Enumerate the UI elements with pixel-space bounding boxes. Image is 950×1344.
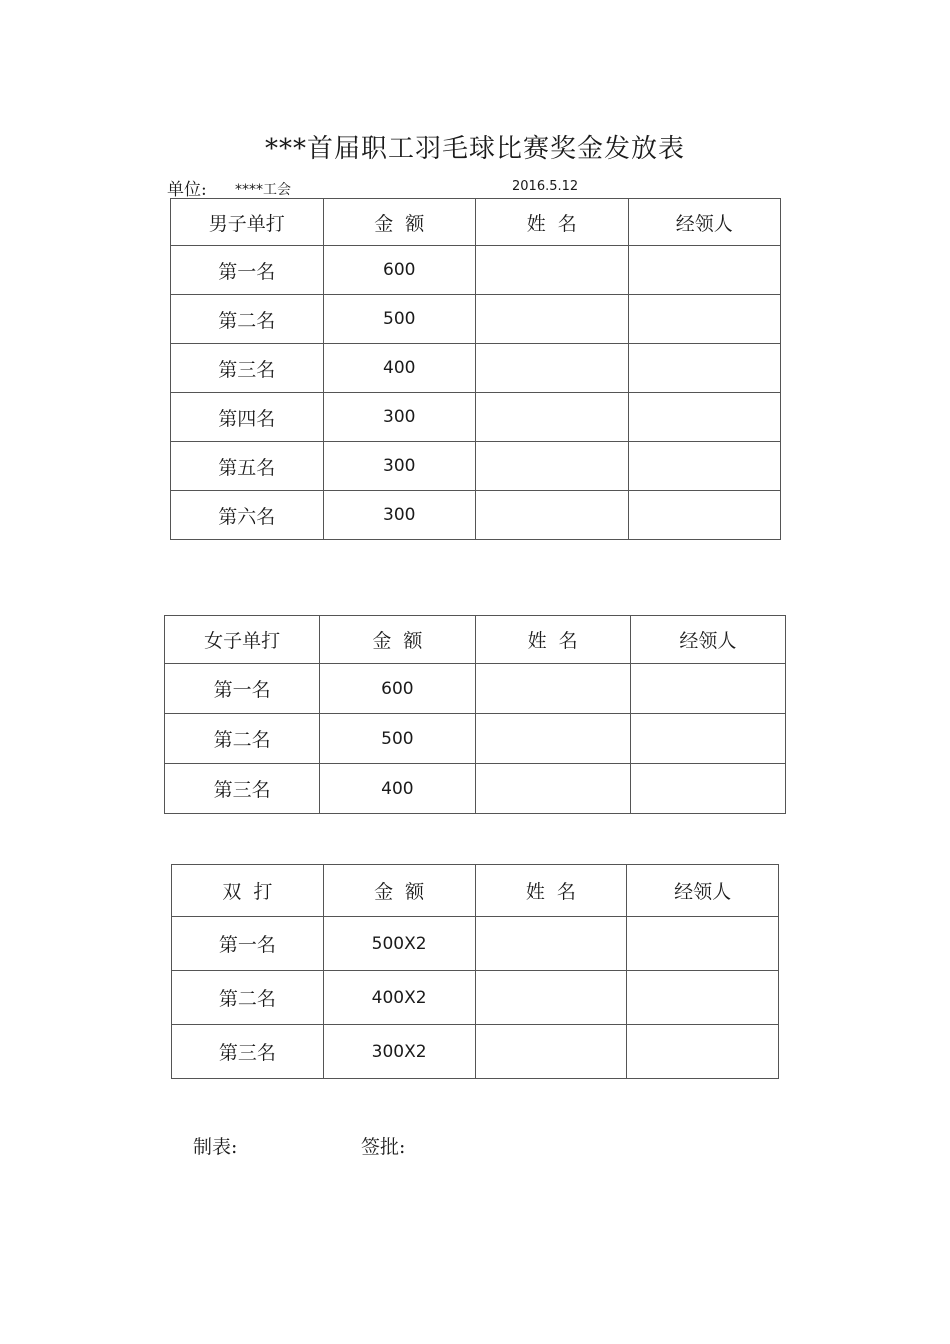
unit-label: 单位: [167, 180, 207, 200]
table-row [171, 246, 781, 295]
doubles-table [171, 864, 779, 1079]
rank-cell: 第六名 [171, 491, 324, 540]
header-cell: 经领人 [627, 865, 779, 917]
header-cell: 双 打 [172, 865, 324, 917]
table-header-row [171, 199, 781, 246]
header-cell: 男子单打 [171, 199, 324, 246]
unit-value: ****工会 [235, 182, 291, 198]
receiver-cell [628, 295, 781, 344]
receiver-cell [630, 714, 785, 764]
header-cell: 经领人 [628, 199, 781, 246]
table-row [172, 917, 779, 971]
amount-cell: 600 [323, 246, 476, 295]
receiver-cell [628, 246, 781, 295]
name-cell [476, 246, 629, 295]
rank-cell: 第三名 [171, 344, 324, 393]
name-cell [475, 917, 627, 971]
table-row [172, 1025, 779, 1079]
name-cell [476, 442, 629, 491]
header-cell: 姓 名 [476, 199, 629, 246]
rank-cell: 第一名 [172, 917, 324, 971]
name-cell [476, 393, 629, 442]
womens-singles-table [164, 615, 786, 814]
amount-cell: 400X2 [323, 971, 475, 1025]
amount-cell: 300 [323, 393, 476, 442]
table-row [172, 971, 779, 1025]
header-cell: 姓 名 [475, 865, 627, 917]
header-cell: 姓 名 [475, 616, 630, 664]
name-cell [475, 664, 630, 714]
table-row [165, 764, 786, 814]
amount-cell: 500 [323, 295, 476, 344]
table-row [171, 344, 781, 393]
rank-cell: 第三名 [172, 1025, 324, 1079]
header-cell: 金 额 [323, 865, 475, 917]
receiver-cell [628, 491, 781, 540]
amount-cell: 400 [320, 764, 475, 814]
rank-cell: 第二名 [172, 971, 324, 1025]
table-header-row [172, 865, 779, 917]
header-cell: 金 额 [323, 199, 476, 246]
header-cell: 经领人 [630, 616, 785, 664]
receiver-cell [627, 917, 779, 971]
header-cell: 女子单打 [165, 616, 320, 664]
table-row [171, 442, 781, 491]
receiver-cell [630, 664, 785, 714]
mens-singles-table [170, 198, 781, 540]
table-row [165, 714, 786, 764]
table-row [165, 664, 786, 714]
approved-by-label: 签批: [361, 1136, 406, 1158]
rank-cell: 第二名 [171, 295, 324, 344]
document-date: 2016.5.12 [512, 179, 579, 194]
document-title: ***首届职工羽毛球比赛奖金发放表 [264, 134, 685, 164]
name-cell [475, 971, 627, 1025]
name-cell [476, 344, 629, 393]
rank-cell: 第一名 [171, 246, 324, 295]
name-cell [475, 764, 630, 814]
receiver-cell [628, 393, 781, 442]
rank-cell: 第五名 [171, 442, 324, 491]
amount-cell: 500X2 [323, 917, 475, 971]
receiver-cell [627, 1025, 779, 1079]
amount-cell: 300X2 [323, 1025, 475, 1079]
name-cell [475, 1025, 627, 1079]
prepared-by-label: 制表: [193, 1136, 238, 1158]
amount-cell: 400 [323, 344, 476, 393]
header-cell: 金 额 [320, 616, 475, 664]
amount-cell: 600 [320, 664, 475, 714]
amount-cell: 300 [323, 442, 476, 491]
rank-cell: 第二名 [165, 714, 320, 764]
amount-cell: 300 [323, 491, 476, 540]
rank-cell: 第三名 [165, 764, 320, 814]
name-cell [475, 714, 630, 764]
table-row [171, 491, 781, 540]
rank-cell: 第四名 [171, 393, 324, 442]
rank-cell: 第一名 [165, 664, 320, 714]
table-header-row [165, 616, 786, 664]
receiver-cell [627, 971, 779, 1025]
table-row [171, 393, 781, 442]
amount-cell: 500 [320, 714, 475, 764]
name-cell [476, 295, 629, 344]
receiver-cell [630, 764, 785, 814]
name-cell [476, 491, 629, 540]
receiver-cell [628, 344, 781, 393]
receiver-cell [628, 442, 781, 491]
table-row [171, 295, 781, 344]
